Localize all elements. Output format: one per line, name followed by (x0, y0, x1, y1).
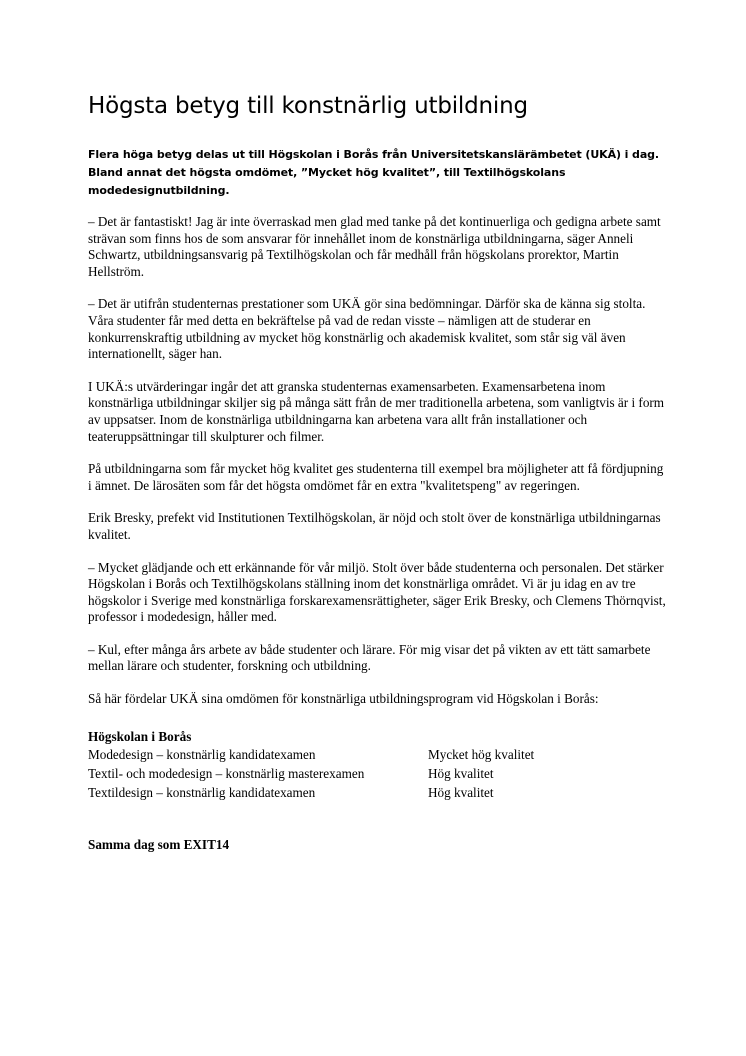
results-table (88, 745, 668, 802)
final-heading: Samma dag som EXIT14 (88, 836, 230, 852)
program-name: Textildesign – konstnärlig kandidatexamen (88, 784, 316, 800)
program-name: Textil- och modedesign – konstnärlig masterexamen (88, 765, 365, 781)
body-paragraph-6: – Mycket glädjande och ett erkännande för vår miljö. Stolt över både studenterna och personalen. Det stärker Högskolan i Borås och Textilhögskolans ställning inom det konstnärliga området. Vi är ju idag en av tre högskolor i Sverige med konstnärliga forskarexamensrättigheter, säger Erik Bresky, och Clemens Thörnqvist, professor i modedesign, håller med. (88, 559, 666, 625)
body-paragraph-7: – Kul, efter många års arbete av både studenter och lärare. För mig visar det på vikten av ett tätt samarbete mellan lärare och studenter, forskning och utbildning. (88, 641, 651, 674)
body-paragraph-8: Så här fördelar UKÄ sina omdömen för konstnärliga utbildningsprogram vid Högskolan i Borås: (88, 691, 599, 707)
program-grade: Mycket hög kvalitet (428, 746, 535, 762)
body-paragraph-4: På utbildningarna som får mycket hög kvalitet ges studenterna till exempel bra möjligheter att få fördjupning i ämnet. De lärosäten som får det högsta omdömet får en extra "kvalitetspeng" av regeringen. (88, 461, 664, 493)
results-heading: Högskolan i Borås (88, 728, 192, 744)
program-name: Modedesign – konstnärlig kandidatexamen (88, 746, 316, 762)
body-paragraph-3: I UKÄ:s utvärderingar ingår det att granska studenternas examensarbeten. Examensarbetena inom konstnärliga utbildningar skiljer sig på många sätt från de mer traditionella arbetena, som vanligtvis är i form av uppsatser. Inom de konstnärliga utbildningarna kan arbetena vara allt från installationer och teateruppsättningar till skulpturer och filmer. (88, 378, 665, 444)
body-paragraph-1: – Det är fantastiskt! Jag är inte överraskad men glad med tanke på det kontinuerliga och gedigna arbete samt strävan som finns hos de som ansvarar för innehållet inom de konstnärliga utbildningarna, säger Anneli Schwartz, utbildningsansvarig på Textilhögskolan och får medhåll från högskolans prorektor, Martin Hellström. (88, 214, 661, 279)
page-title: Högsta betyg till konstnärlig utbildning (88, 93, 528, 119)
program-grade: Hög kvalitet (428, 784, 494, 800)
results-row (88, 764, 668, 783)
program-grade: Hög kvalitet (428, 765, 494, 781)
body-paragraph-2: – Det är utifrån studenternas prestationer som UKÄ gör sina bedömningar. Därför ska de känna sig stolta. Våra studenter får med detta en bekräftelse på vad de redan visste – nämligen att de studerar en konkurrenskraftig utbildning av mycket hög konstnärlig och akademisk kvalitet, som står sig väl även internationellt, säger han. (88, 296, 646, 362)
article (88, 90, 668, 853)
results-row (88, 745, 668, 764)
body-paragraph-5: Erik Bresky, prefekt vid Institutionen Textilhögskolan, är nöjd och stolt över de konstnärliga utbildningarnas kvalitet. (88, 510, 661, 542)
lead-paragraph: Flera höga betyg delas ut till Högskolan i Borås från Universitetskanslärämbetet (UKÄ) i dag. Bland annat det högsta omdömet, ”Mycket hög kvalitet”, till Textilhögskolans modedesignutbildning. (88, 148, 659, 197)
results-row (88, 783, 668, 802)
